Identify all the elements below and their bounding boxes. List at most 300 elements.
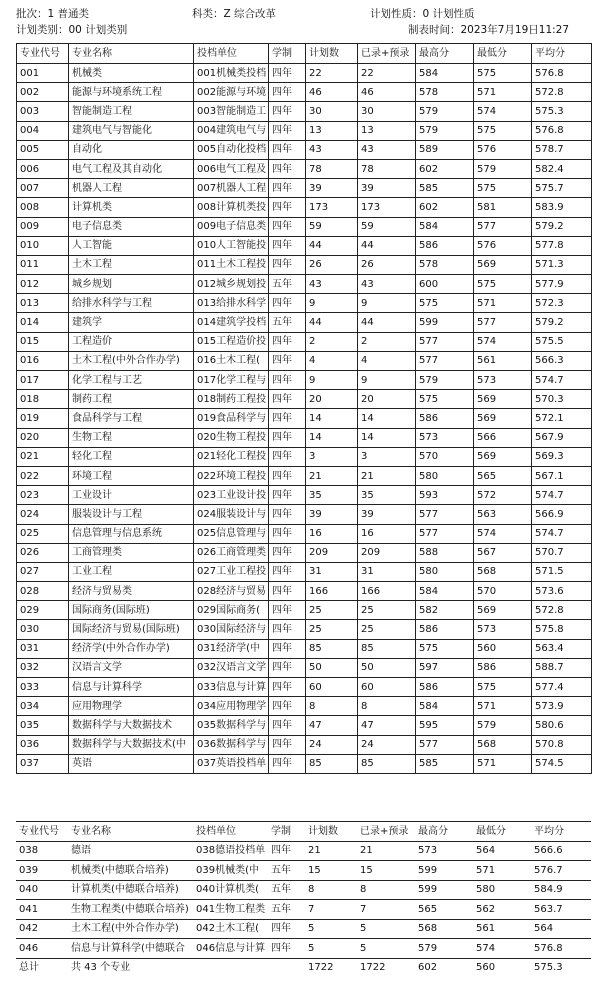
cell-unit: 015工程造价投	[194, 332, 269, 351]
cell-code: 028	[17, 582, 69, 601]
cell-major: 应用物理学	[69, 697, 194, 716]
cell-min-score: 569	[474, 390, 532, 409]
cell-avg-score: 576.8	[531, 939, 591, 959]
cell-code: 038	[16, 841, 68, 861]
table-row	[17, 371, 592, 390]
cell-duration: 四年	[269, 217, 306, 236]
table-row	[17, 678, 592, 697]
table-row	[17, 639, 592, 658]
column-header-duration: 学制	[269, 44, 306, 64]
cell-admitted: 44	[358, 236, 416, 255]
column-header-avg-score: 平均分	[531, 822, 591, 842]
cell-major: 信息管理与信息系统	[69, 524, 194, 543]
cell-unit: 030国际经济与	[194, 620, 269, 639]
cell-max-score: 573	[416, 428, 474, 447]
cell-duration: 四年	[268, 919, 305, 939]
table-row	[16, 939, 591, 959]
cell-duration: 四年	[269, 620, 306, 639]
cell-duration: 四年	[269, 428, 306, 447]
cell-code: 041	[16, 900, 68, 920]
cell-max-score: 570	[416, 447, 474, 466]
cell-avg-score: 573.6	[532, 582, 592, 601]
cell-admitted: 173	[358, 198, 416, 217]
cell-min-score: 572	[474, 486, 532, 505]
cell-major: 汉语言文学	[69, 658, 194, 677]
cell-avg-score: 563.4	[532, 639, 592, 658]
cell-code: 015	[17, 332, 69, 351]
cell-avg-score: 579.2	[532, 217, 592, 236]
cell-plan: 20	[306, 390, 358, 409]
cell-max-score: 577	[416, 332, 474, 351]
cell-code: 020	[17, 428, 69, 447]
cell-avg-score: 564	[531, 919, 591, 939]
cell-major: 食品科学与工程	[69, 409, 194, 428]
table-row	[17, 217, 592, 236]
cell-unit: 025信息管理与	[194, 524, 269, 543]
column-header-duration: 学制	[268, 822, 305, 842]
cell-major: 国际经济与贸易(国际班)	[69, 620, 194, 639]
column-header-major: 专业名称	[68, 822, 193, 842]
cell-code: 023	[17, 486, 69, 505]
cell-plan: 31	[306, 562, 358, 581]
cell-code: 039	[16, 861, 68, 881]
cell-avg-score: 566.3	[532, 351, 592, 370]
cell-admitted: 47	[358, 716, 416, 735]
cell-min-score: 561	[474, 351, 532, 370]
cell-min-score: 574	[474, 332, 532, 351]
cell-code: 004	[17, 121, 69, 140]
cell-avg-score: 566.6	[531, 841, 591, 861]
cell-unit: 034应用物理学	[194, 697, 269, 716]
cell-unit: 016土木工程(	[194, 351, 269, 370]
cell-min-score: 560	[474, 639, 532, 658]
cell-min-score: 580	[473, 880, 531, 900]
cell-major: 土木工程	[69, 255, 194, 274]
cell-major: 经济与贸易类	[69, 582, 194, 601]
cell-min-score: 577	[474, 313, 532, 332]
cell-admitted: 14	[358, 409, 416, 428]
cell-max-score: 579	[415, 939, 473, 959]
cell-min-score: 568	[474, 735, 532, 754]
cell-plan: 46	[306, 83, 358, 102]
cell-avg-score: 577.8	[532, 236, 592, 255]
table-row	[17, 351, 592, 370]
cell-avg-score: 582.4	[532, 159, 592, 178]
table-row	[17, 179, 592, 198]
cell-plan: 4	[306, 351, 358, 370]
total-cell-max-score: 602	[418, 962, 438, 974]
total-cell-admitted: 1722	[360, 962, 386, 974]
cell-avg-score: 571.5	[532, 562, 592, 581]
cell-admitted: 39	[358, 505, 416, 524]
cell-avg-score: 576.7	[531, 861, 591, 881]
cell-avg-score: 572.8	[532, 601, 592, 620]
cell-plan: 30	[306, 102, 358, 121]
cell-plan: 35	[306, 486, 358, 505]
table-row	[17, 409, 592, 428]
cell-min-score: 574	[474, 524, 532, 543]
table-row	[17, 620, 592, 639]
cell-max-score: 597	[416, 658, 474, 677]
plan-nature-label: 计划性质：0 计划性质	[370, 8, 475, 20]
cell-admitted: 166	[358, 582, 416, 601]
cell-max-score: 585	[416, 754, 474, 773]
cell-duration: 四年	[269, 198, 306, 217]
cell-major: 能源与环境系统工程	[69, 83, 194, 102]
cell-major: 生物工程类(中德联合培养)	[68, 900, 193, 920]
cell-plan: 8	[306, 697, 358, 716]
cell-code: 001	[17, 64, 69, 83]
table-row	[17, 658, 592, 677]
table-row	[17, 83, 592, 102]
cell-duration: 四年	[269, 601, 306, 620]
cell-plan: 43	[306, 140, 358, 159]
cell-unit: 021轻化工程投	[194, 447, 269, 466]
cell-admitted: 209	[358, 543, 416, 562]
cell-admitted: 5	[357, 939, 415, 959]
cell-plan: 44	[306, 313, 358, 332]
cell-admitted: 44	[358, 313, 416, 332]
cell-max-score: 579	[416, 121, 474, 140]
table-row	[17, 121, 592, 140]
cell-code: 003	[17, 102, 69, 121]
cell-duration: 四年	[269, 159, 306, 178]
cell-major: 信息与计算科学	[69, 678, 194, 697]
table-row	[17, 466, 592, 485]
cell-admitted: 21	[358, 466, 416, 485]
cell-admitted: 15	[357, 861, 415, 881]
cell-duration: 四年	[269, 64, 306, 83]
cell-avg-score: 570.8	[532, 735, 592, 754]
cell-duration: 四年	[268, 939, 305, 959]
cell-plan: 47	[306, 716, 358, 735]
table-row	[17, 486, 592, 505]
cell-major: 计算机类(中德联合培养)	[68, 880, 193, 900]
cell-major: 建筑电气与智能化	[69, 121, 194, 140]
cell-max-score: 584	[416, 582, 474, 601]
cell-unit: 014建筑学投档	[194, 313, 269, 332]
cell-code: 032	[17, 658, 69, 677]
column-header-min-score: 最低分	[473, 822, 531, 842]
cell-duration: 四年	[269, 466, 306, 485]
total-cell-avg-score: 575.3	[534, 962, 563, 974]
cell-plan: 15	[305, 861, 357, 881]
cell-code: 011	[17, 255, 69, 274]
cell-code: 018	[17, 390, 69, 409]
cell-code: 005	[17, 140, 69, 159]
cell-unit: 001机械类投档	[194, 64, 269, 83]
cell-max-score: 602	[416, 198, 474, 217]
table-row	[16, 919, 591, 939]
cell-admitted: 8	[358, 697, 416, 716]
cell-admitted: 22	[358, 64, 416, 83]
cell-code: 031	[17, 639, 69, 658]
table-row	[17, 716, 592, 735]
cell-max-score: 565	[415, 900, 473, 920]
cell-max-score: 586	[416, 620, 474, 639]
cell-plan: 50	[306, 658, 358, 677]
cell-code: 034	[17, 697, 69, 716]
cell-plan: 16	[306, 524, 358, 543]
cell-plan: 26	[306, 255, 358, 274]
cell-unit: 009电子信息类	[194, 217, 269, 236]
cell-duration: 四年	[269, 543, 306, 562]
cell-unit: 006电气工程及	[194, 159, 269, 178]
cell-avg-score: 575.3	[532, 102, 592, 121]
cell-min-score: 581	[474, 198, 532, 217]
cell-plan: 209	[306, 543, 358, 562]
table-row	[17, 236, 592, 255]
cell-unit: 024服装设计与	[194, 505, 269, 524]
cell-avg-score: 574.5	[532, 754, 592, 773]
cell-min-score: 570	[474, 582, 532, 601]
cell-max-score: 568	[415, 919, 473, 939]
cell-unit: 040计算机类(	[193, 880, 268, 900]
table-row	[17, 524, 592, 543]
table-row	[17, 601, 592, 620]
cell-max-score: 584	[416, 64, 474, 83]
cell-plan: 5	[305, 919, 357, 939]
cell-code: 033	[17, 678, 69, 697]
cell-duration: 四年	[269, 754, 306, 773]
cell-avg-score: 570.3	[532, 390, 592, 409]
cell-duration: 四年	[269, 332, 306, 351]
cell-duration: 五年	[268, 900, 305, 920]
admission-table-main	[16, 43, 592, 774]
cell-plan: 59	[306, 217, 358, 236]
total-cell-major: 共 43 个专业	[71, 962, 131, 974]
column-header-major: 专业名称	[69, 44, 194, 64]
cell-major: 机械类(中德联合培养)	[68, 861, 193, 881]
cell-duration: 四年	[269, 83, 306, 102]
column-header-admitted: 已录+预录	[358, 44, 416, 64]
cell-unit: 029国际商务(	[194, 601, 269, 620]
cell-duration: 四年	[269, 582, 306, 601]
cell-admitted: 24	[358, 735, 416, 754]
cell-plan: 9	[306, 371, 358, 390]
total-cell-unit	[193, 958, 268, 977]
table-header-row	[17, 44, 592, 64]
cell-max-score: 593	[416, 486, 474, 505]
cell-code: 029	[17, 601, 69, 620]
table-row	[16, 841, 591, 861]
cell-min-score: 571	[474, 754, 532, 773]
cell-plan: 24	[306, 735, 358, 754]
cell-unit: 022环境工程投	[194, 466, 269, 485]
column-header-avg-score: 平均分	[532, 44, 592, 64]
cell-unit: 033信息与计算	[194, 678, 269, 697]
cell-avg-score: 573.9	[532, 697, 592, 716]
cell-max-score: 577	[416, 505, 474, 524]
cell-admitted: 9	[358, 371, 416, 390]
cell-avg-score: 574.7	[532, 524, 592, 543]
cell-max-score: 579	[416, 371, 474, 390]
table-row	[17, 332, 592, 351]
cell-unit: 027工业工程投	[194, 562, 269, 581]
cell-plan: 39	[306, 505, 358, 524]
table-row	[17, 313, 592, 332]
cell-max-score: 575	[416, 294, 474, 313]
cell-plan: 22	[306, 64, 358, 83]
cell-max-score: 578	[416, 255, 474, 274]
cell-avg-score: 574.7	[532, 371, 592, 390]
cell-max-score: 577	[416, 351, 474, 370]
cell-unit: 041生物工程类	[193, 900, 268, 920]
cell-min-score: 569	[474, 447, 532, 466]
cell-major: 德语	[68, 841, 193, 861]
table-row	[17, 102, 592, 121]
cell-code: 021	[17, 447, 69, 466]
cell-min-score: 562	[473, 900, 531, 920]
cell-major: 经济学(中外合作办学)	[69, 639, 194, 658]
cell-min-score: 571	[473, 861, 531, 881]
cell-code: 024	[17, 505, 69, 524]
cell-min-score: 576	[474, 140, 532, 159]
cell-duration: 五年	[269, 275, 306, 294]
cell-avg-score: 577.9	[532, 275, 592, 294]
cell-min-score: 574	[473, 939, 531, 959]
cell-plan: 25	[306, 620, 358, 639]
cell-max-score: 589	[416, 140, 474, 159]
cell-major: 化学工程与工艺	[69, 371, 194, 390]
table-row	[17, 447, 592, 466]
cell-plan: 85	[306, 754, 358, 773]
table-row	[17, 735, 592, 754]
cell-max-score: 577	[416, 524, 474, 543]
cell-avg-score: 584.9	[531, 880, 591, 900]
cell-min-score: 586	[474, 658, 532, 677]
cell-min-score: 561	[473, 919, 531, 939]
cell-code: 037	[17, 754, 69, 773]
cell-max-score: 584	[416, 697, 474, 716]
cell-admitted: 2	[358, 332, 416, 351]
admission-table-continued	[16, 821, 591, 977]
table-row	[17, 428, 592, 447]
cell-unit: 008计算机类投	[194, 198, 269, 217]
total-cell-plan: 1722	[308, 962, 334, 974]
cell-avg-score: 583.9	[532, 198, 592, 217]
cell-min-score: 575	[474, 275, 532, 294]
cell-min-score: 574	[474, 102, 532, 121]
cell-plan: 8	[305, 880, 357, 900]
table-row	[17, 697, 592, 716]
cell-admitted: 59	[358, 217, 416, 236]
cell-unit: 036数据科学与	[194, 735, 269, 754]
cell-code: 026	[17, 543, 69, 562]
cell-avg-score: 571.3	[532, 255, 592, 274]
cell-max-score: 577	[416, 735, 474, 754]
cell-code: 022	[17, 466, 69, 485]
cell-admitted: 16	[358, 524, 416, 543]
cell-min-score: 579	[474, 716, 532, 735]
cell-unit: 032汉语言文学	[194, 658, 269, 677]
cell-unit: 046信息与计算	[193, 939, 268, 959]
cell-admitted: 35	[358, 486, 416, 505]
cell-plan: 25	[306, 601, 358, 620]
cell-code: 013	[17, 294, 69, 313]
cell-plan: 3	[306, 447, 358, 466]
cell-unit: 039机械类(中	[193, 861, 268, 881]
cell-avg-score: 575.7	[532, 179, 592, 198]
cell-code: 042	[16, 919, 68, 939]
cell-min-score: 564	[473, 841, 531, 861]
cell-max-score: 599	[415, 861, 473, 881]
cell-max-score: 586	[416, 678, 474, 697]
cell-admitted: 50	[358, 658, 416, 677]
cell-admitted: 21	[357, 841, 415, 861]
cell-min-score: 569	[474, 601, 532, 620]
cell-major: 建筑学	[69, 313, 194, 332]
cell-duration: 四年	[269, 140, 306, 159]
total-cell-min-score: 560	[476, 962, 496, 974]
cell-major: 服装设计与工程	[69, 505, 194, 524]
cell-avg-score: 576.8	[532, 64, 592, 83]
cell-code: 017	[17, 371, 69, 390]
cell-unit: 010人工智能投	[194, 236, 269, 255]
cell-min-score: 577	[474, 217, 532, 236]
cell-duration: 四年	[269, 351, 306, 370]
table-header-row	[16, 822, 591, 842]
cell-admitted: 31	[358, 562, 416, 581]
table-row	[17, 582, 592, 601]
table-row	[17, 140, 592, 159]
cell-duration: 五年	[269, 313, 306, 332]
cell-avg-score: 572.3	[532, 294, 592, 313]
cell-plan: 60	[306, 678, 358, 697]
cell-code: 006	[17, 159, 69, 178]
cell-duration: 四年	[269, 447, 306, 466]
cell-plan: 43	[306, 275, 358, 294]
cell-code: 027	[17, 562, 69, 581]
cell-max-score: 575	[416, 639, 474, 658]
cell-duration: 四年	[269, 562, 306, 581]
cell-admitted: 43	[358, 140, 416, 159]
cell-duration: 四年	[269, 639, 306, 658]
cell-major: 机器人工程	[69, 179, 194, 198]
cell-duration: 五年	[268, 861, 305, 881]
cell-unit: 028经济与贸易	[194, 582, 269, 601]
cell-admitted: 8	[357, 880, 415, 900]
cell-min-score: 579	[474, 159, 532, 178]
cell-duration: 四年	[269, 236, 306, 255]
cell-admitted: 78	[358, 159, 416, 178]
cell-duration: 四年	[269, 179, 306, 198]
cell-unit: 042土木工程(	[193, 919, 268, 939]
column-header-min-score: 最低分	[474, 44, 532, 64]
cell-duration: 四年	[269, 505, 306, 524]
cell-max-score: 585	[416, 179, 474, 198]
cell-max-score: 599	[416, 313, 474, 332]
cell-admitted: 7	[357, 900, 415, 920]
cell-admitted: 25	[358, 601, 416, 620]
cell-avg-score: 567.1	[532, 466, 592, 485]
column-header-plan: 计划数	[306, 44, 358, 64]
table-row	[17, 198, 592, 217]
cell-major: 数据科学与大数据技术(中	[69, 735, 194, 754]
cell-min-score: 571	[474, 83, 532, 102]
cell-admitted: 4	[358, 351, 416, 370]
table-row	[17, 562, 592, 581]
cell-duration: 四年	[269, 102, 306, 121]
cell-max-score: 582	[416, 601, 474, 620]
cell-code: 025	[17, 524, 69, 543]
table-row	[17, 754, 592, 773]
table-row	[16, 861, 591, 881]
cell-min-score: 571	[474, 294, 532, 313]
cell-min-score: 575	[474, 179, 532, 198]
cell-code: 019	[17, 409, 69, 428]
cell-major: 给排水科学与工程	[69, 294, 194, 313]
